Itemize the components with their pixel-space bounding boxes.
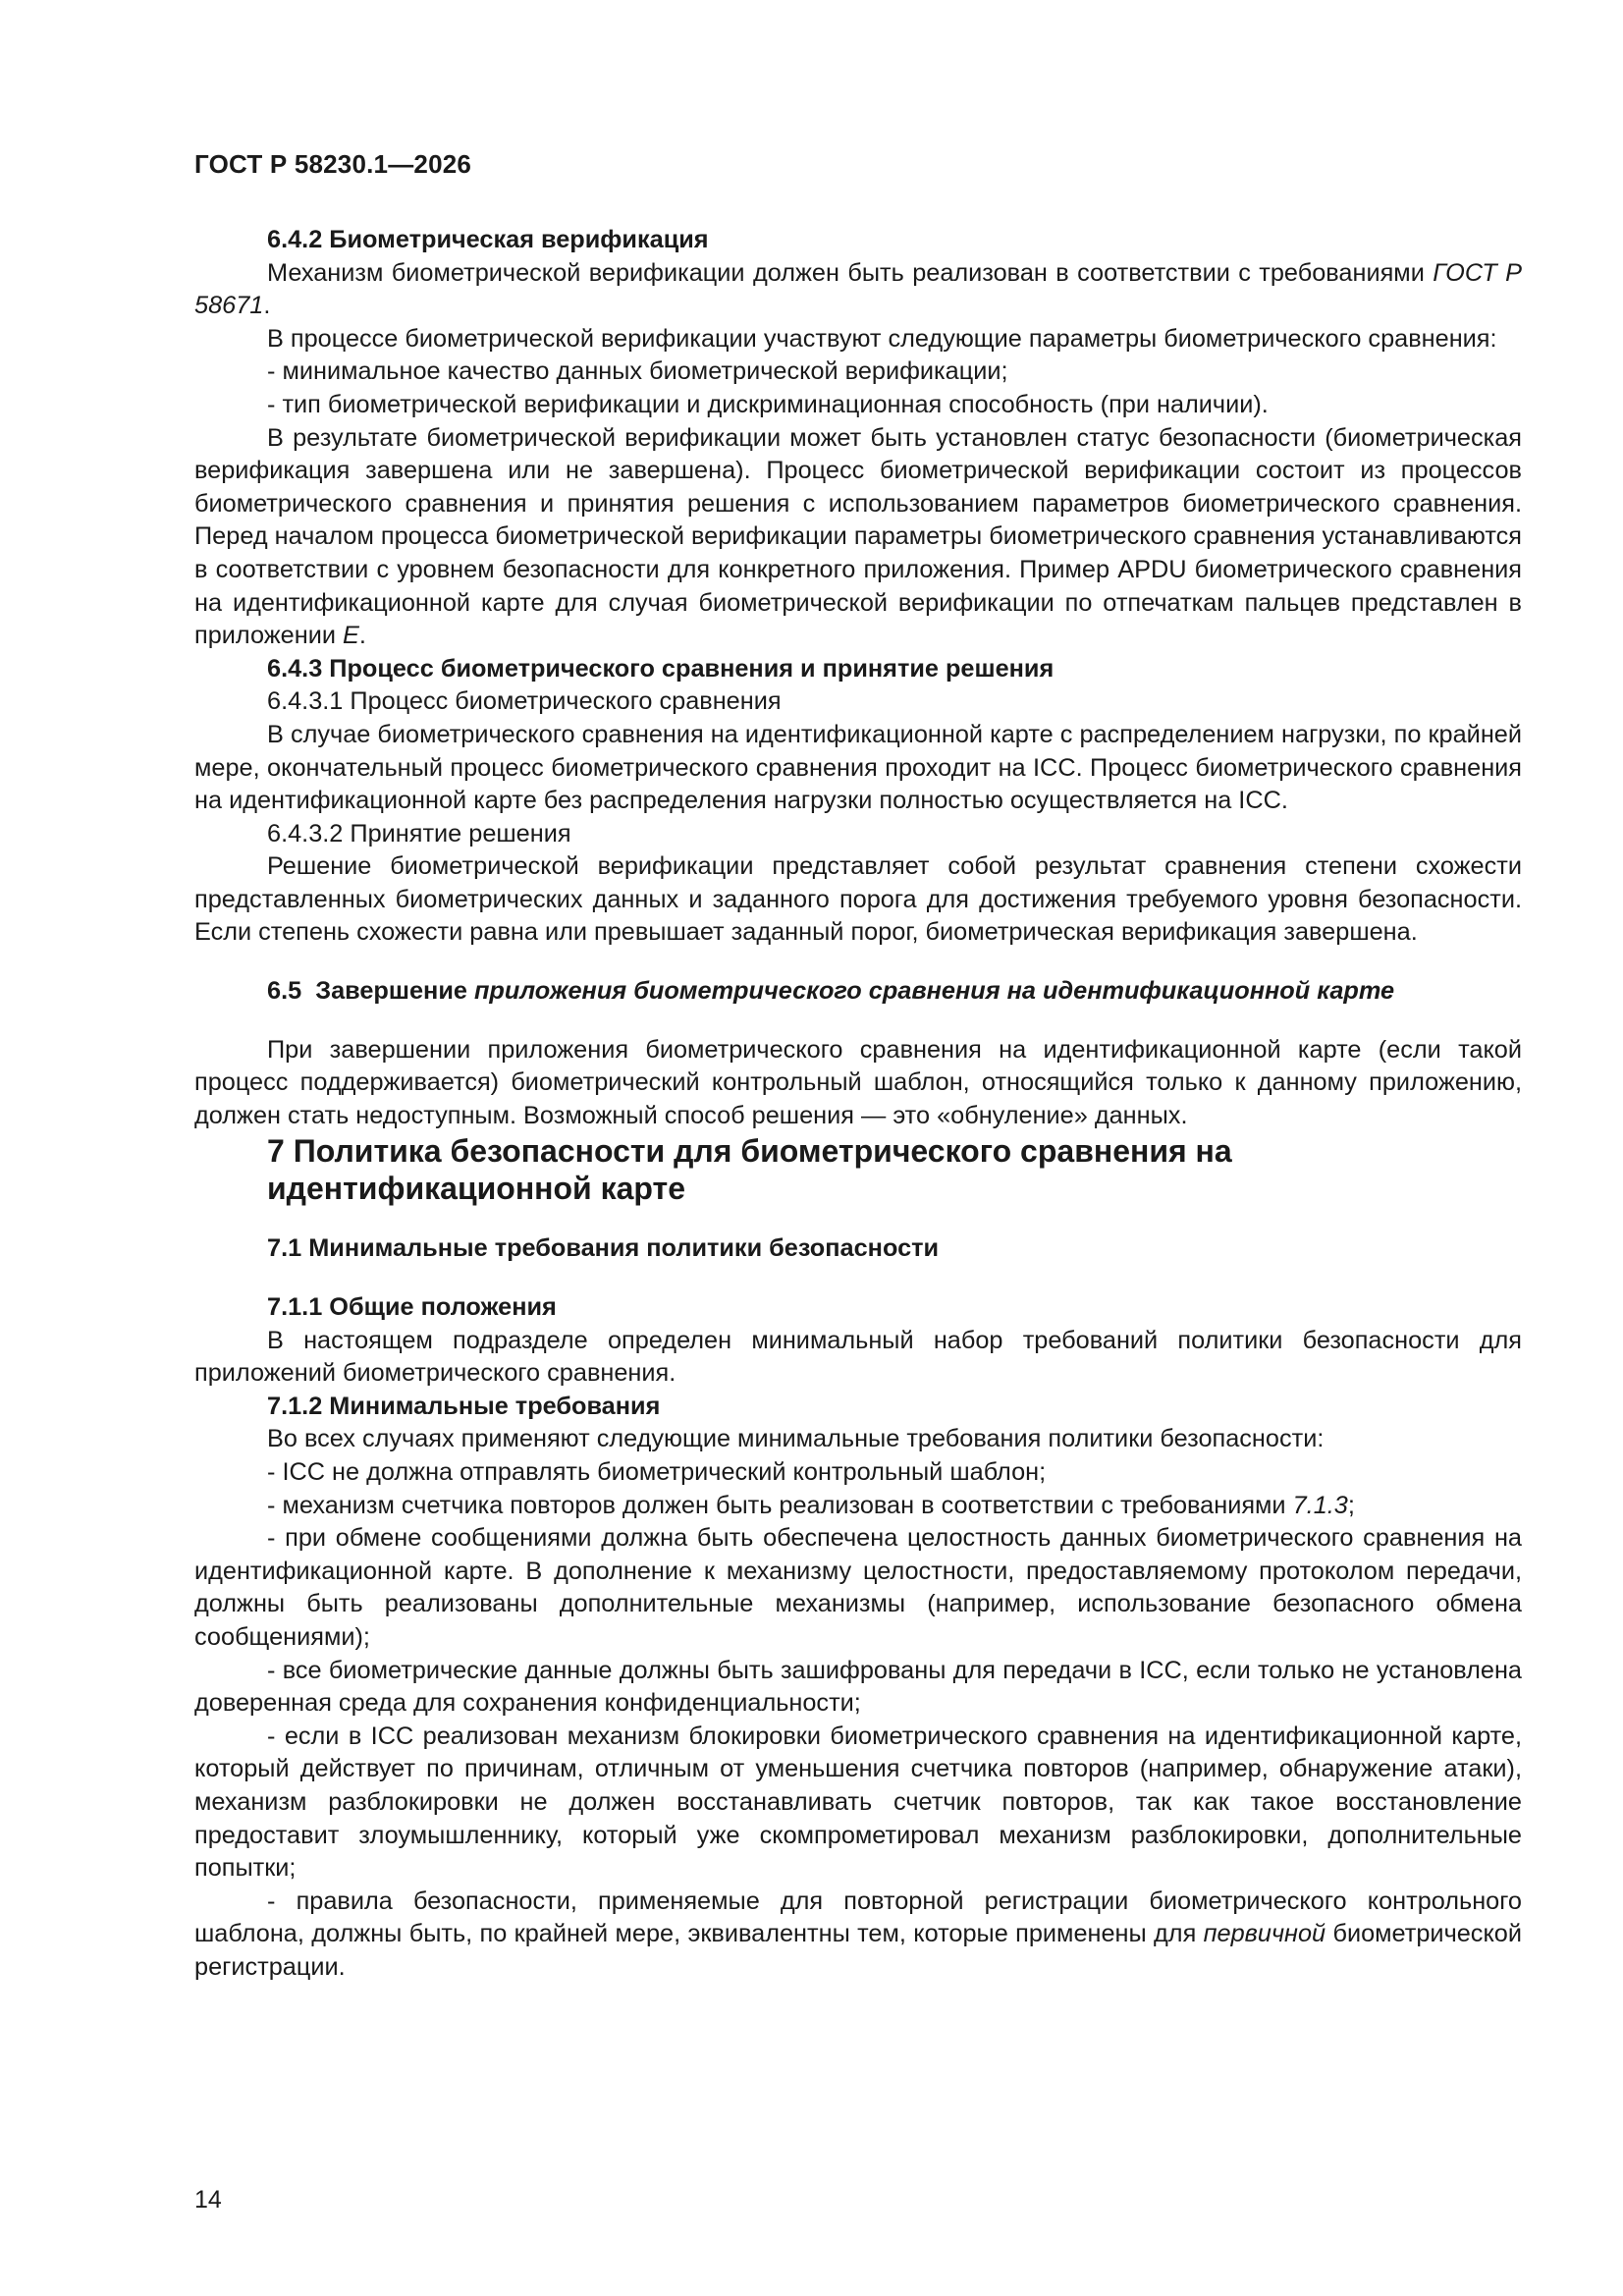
section-title: Биометрическая верификация [329, 226, 709, 253]
chapter-title: Политика безопасности для биометрического сравнения на идентификационной карте [267, 1133, 1232, 1207]
paragraph: Во всех случаях применяют следующие минимальные требования политики безопасности: [267, 1425, 1325, 1453]
chapter-number: 7 [267, 1133, 285, 1170]
section-number: 6.4.3 [267, 654, 323, 683]
section-title: Минимальные требования [329, 1392, 661, 1420]
section-6-4-3-heading [194, 653, 1522, 686]
subsection-heading: 6.4.3.2 Принятие решения [267, 819, 571, 847]
paragraph: Решение биометрической верификации представляет собой результат сравнения степени схожести представленных биометрических данных и заданного порога для достижения требуемого уровня безопасности. Если степень схожести равна или превышает заданный порог, биометрическая верификация завершена. [194, 852, 1522, 947]
section-number: 7.1.2 [267, 1392, 323, 1420]
list-item: - минимальное качество данных биометрической верификации; [267, 357, 1008, 386]
page-number: 14 [194, 2186, 222, 2214]
list-item: - механизм счетчика повторов должен быть реализован в соответствии с требованиями 7.1.3; [267, 1491, 1355, 1519]
section-number: 6.4.2 [267, 226, 323, 253]
subsection-heading: 6.4.3.1 Процесс биометрического сравнения [267, 687, 782, 716]
section-title: Минимальные требования политики безопасности [308, 1234, 940, 1263]
section-7-1-2-heading [194, 1391, 1522, 1424]
chapter-7-heading [194, 1132, 1522, 1207]
paragraph: В результате биометрической верификации может быть установлен статус безопасности (биометрическая верификация завершена или не завершена). Процесс биометрической верификации состоит из процессов биометрического сравнения и принятия решения с использованием параметров биометрического сравнения. Перед началом процесса биометрической верификации параметры биометрического сравнения устанавливаются в соответствии с уровнем безопасности для конкретного приложения. Пример APDU биометрического сравнения на идентификационной карте для случая биометрической верификации по отпечаткам пальцев представлен в приложении Е. [194, 423, 1522, 650]
document-header: ГОСТ Р 58230.1—2026 [194, 149, 472, 179]
list-item: - правила безопасности, применяемые для повторной регистрации биометрического контрольного шаблона, должны быть, по крайней мере, эквивалентны тем, которые применены для первичной биометрической регистрации. [194, 1886, 1523, 1981]
clause-reference: 7.1.3 [1292, 1491, 1348, 1519]
section-7-1-1-heading [194, 1291, 1522, 1325]
section-number: 6.5 [267, 977, 302, 1006]
list-item: - тип биометрической верификации и дискриминационная способность (при наличии). [267, 390, 1269, 418]
list-item: - если в ICC реализован механизм блокировки биометрического сравнения на идентификационной карте, который действует по причинам, отличным от уменьшения счетчика повторов (например, обнаружение атаки), механизм разблокировки не должен восстанавливать счетчик повторов, так как такое восстановление предоставит злоумышленнику, который уже скомпрометировал механизм разблокировки, дополнительные попытки; [194, 1722, 1522, 1883]
list-item: - при обмене сообщениями должна быть обеспечена целостность данных биометрического сравнения на идентификационной карте. В дополнение к механизму целостности, предоставляемому протоколом передачи, должны быть реализованы дополнительные механизмы (например, использование безопасного обмена сообщениями); [194, 1524, 1522, 1651]
paragraph: В процессе биометрической верификации участвуют следующие параметры биометрического сравнения: [267, 324, 1497, 353]
paragraph: При завершении приложения биометрического сравнения на идентификационной карте (если такой процесс поддерживается) биометрический контрольный шаблон, относящийся только к данному приложению, должен стать недоступным. Возможный способ решения — это «обнуление» данных. [194, 1035, 1522, 1129]
section-number: 7.1 [267, 1234, 302, 1263]
list-item: - все биометрические данные должны быть зашифрованы для передачи в ICC, если только не установлена доверенная среда для сохранения конфиденциальности; [194, 1656, 1522, 1718]
paragraph: В случае биометрического сравнения на идентификационной карте с распределением нагрузки, по крайней мере, окончательный процесс биометрического сравнения проходит на ICC. Процесс биометрического сравнения на идентификационной карте без распределения нагрузки полностью осуществляется на ICC. [194, 720, 1522, 815]
page-content [194, 224, 1522, 1985]
paragraph: Механизм биометрической верификации должен быть реализован в соответствии с требованиями ГОСТ Р 58671. [194, 258, 1522, 320]
standard-reference: ГОСТ Р 58671 [194, 258, 1522, 320]
paragraph: В настоящем подразделе определен минимальный набор требований политики безопасности для приложений биометрического сравнения. [194, 1326, 1522, 1388]
list-item: - ICC не должна отправлять биометрический контрольный шаблон; [267, 1458, 1047, 1486]
section-title: Общие положения [329, 1293, 557, 1322]
section-7-1-heading [194, 1232, 1522, 1266]
section-title: Процесс биометрического сравнения и принятие решения [329, 654, 1055, 683]
section-6-5-heading: 6.5 Завершение приложения биометрического сравнения на идентификационной карте [267, 977, 1395, 1006]
annex-reference: Е [342, 622, 359, 650]
section-number: 7.1.1 [267, 1293, 323, 1322]
section-6-4-2-heading [194, 224, 1522, 257]
